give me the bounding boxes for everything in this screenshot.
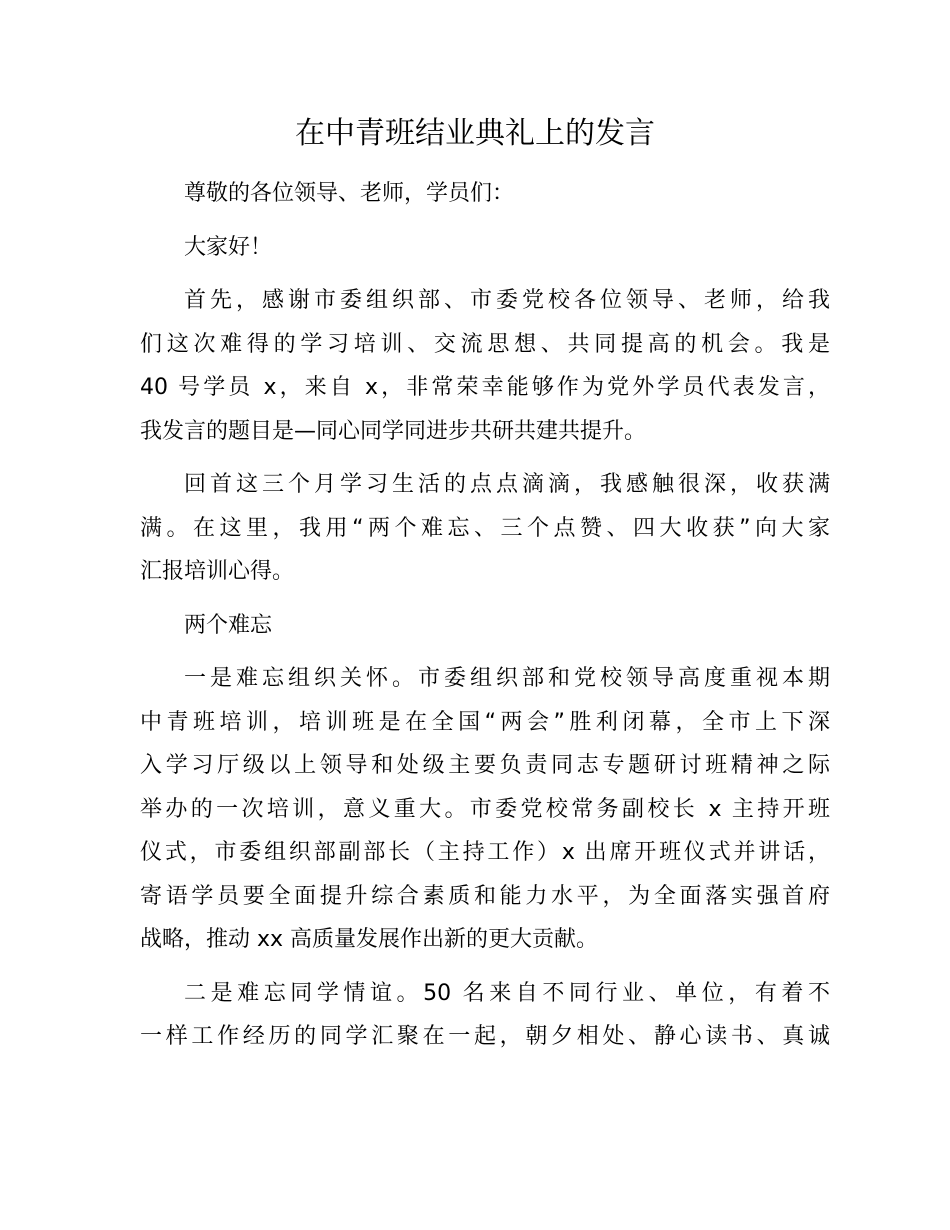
text-line: 尊敬的各位领导、老师，学员们： — [184, 181, 515, 206]
text-line: 首先，感谢市委组织部、市委党校各位领导、老师，给我 — [184, 288, 830, 313]
text-line: 入学习厅级以上领导和处级主要负责同志专题研讨班精神之际 — [140, 753, 830, 778]
body-paragraph — [140, 972, 830, 1059]
document-body — [140, 172, 830, 1069]
text-line: 大家好！ — [184, 234, 273, 260]
salutation-paragraph — [140, 172, 830, 216]
text-line: 一样工作经历的同学汇聚在一起，朝夕相处、静心读书、真诚 — [140, 1024, 830, 1049]
body-paragraph — [140, 279, 830, 453]
text-line: 仪式，市委组织部副部长（主持工作）x 出席开班仪式并讲话， — [140, 840, 830, 865]
body-paragraph — [140, 657, 830, 962]
text-line: 两个难忘 — [184, 612, 273, 638]
text-line: 40 号学员 x，来自 x，非常荣幸能够作为党外学员代表发言， — [140, 375, 830, 400]
text-line: 我发言的题目是—同心同学同进步共研共建共提升。 — [140, 418, 647, 444]
greeting-paragraph — [140, 226, 830, 270]
text-line: 二是难忘同学情谊。50 名来自不同行业、单位，有着不 — [184, 980, 830, 1006]
document-title: 在中青班结业典礼上的发言 — [295, 116, 655, 151]
section-heading — [140, 604, 830, 648]
body-paragraph — [140, 463, 830, 594]
text-line: 战略，推动 xx 高质量发展作出新的更大贡献。 — [140, 927, 599, 952]
text-line: 中青班培训，培训班是在全国“两会”胜利闭幕，全市上下深 — [140, 709, 830, 735]
text-line: 们这次难得的学习培训、交流思想、共同提高的机会。我是 — [140, 331, 830, 357]
text-line: 举办的一次培训，意义重大。市委党校常务副校长 x 主持开班 — [140, 796, 830, 822]
text-line: 一是难忘组织关怀。市委组织部和党校领导高度重视本期 — [184, 666, 830, 691]
text-line: 汇报培训心得。 — [140, 559, 295, 584]
text-line: 回首这三个月学习生活的点点滴滴，我感触很深，收获满 — [184, 472, 830, 497]
text-line: 满。在这里，我用“两个难忘、三个点赞、四大收获”向大家 — [140, 515, 830, 541]
text-line: 寄语学员要全面提升综合素质和能力水平，为全面落实强首府 — [140, 883, 830, 909]
